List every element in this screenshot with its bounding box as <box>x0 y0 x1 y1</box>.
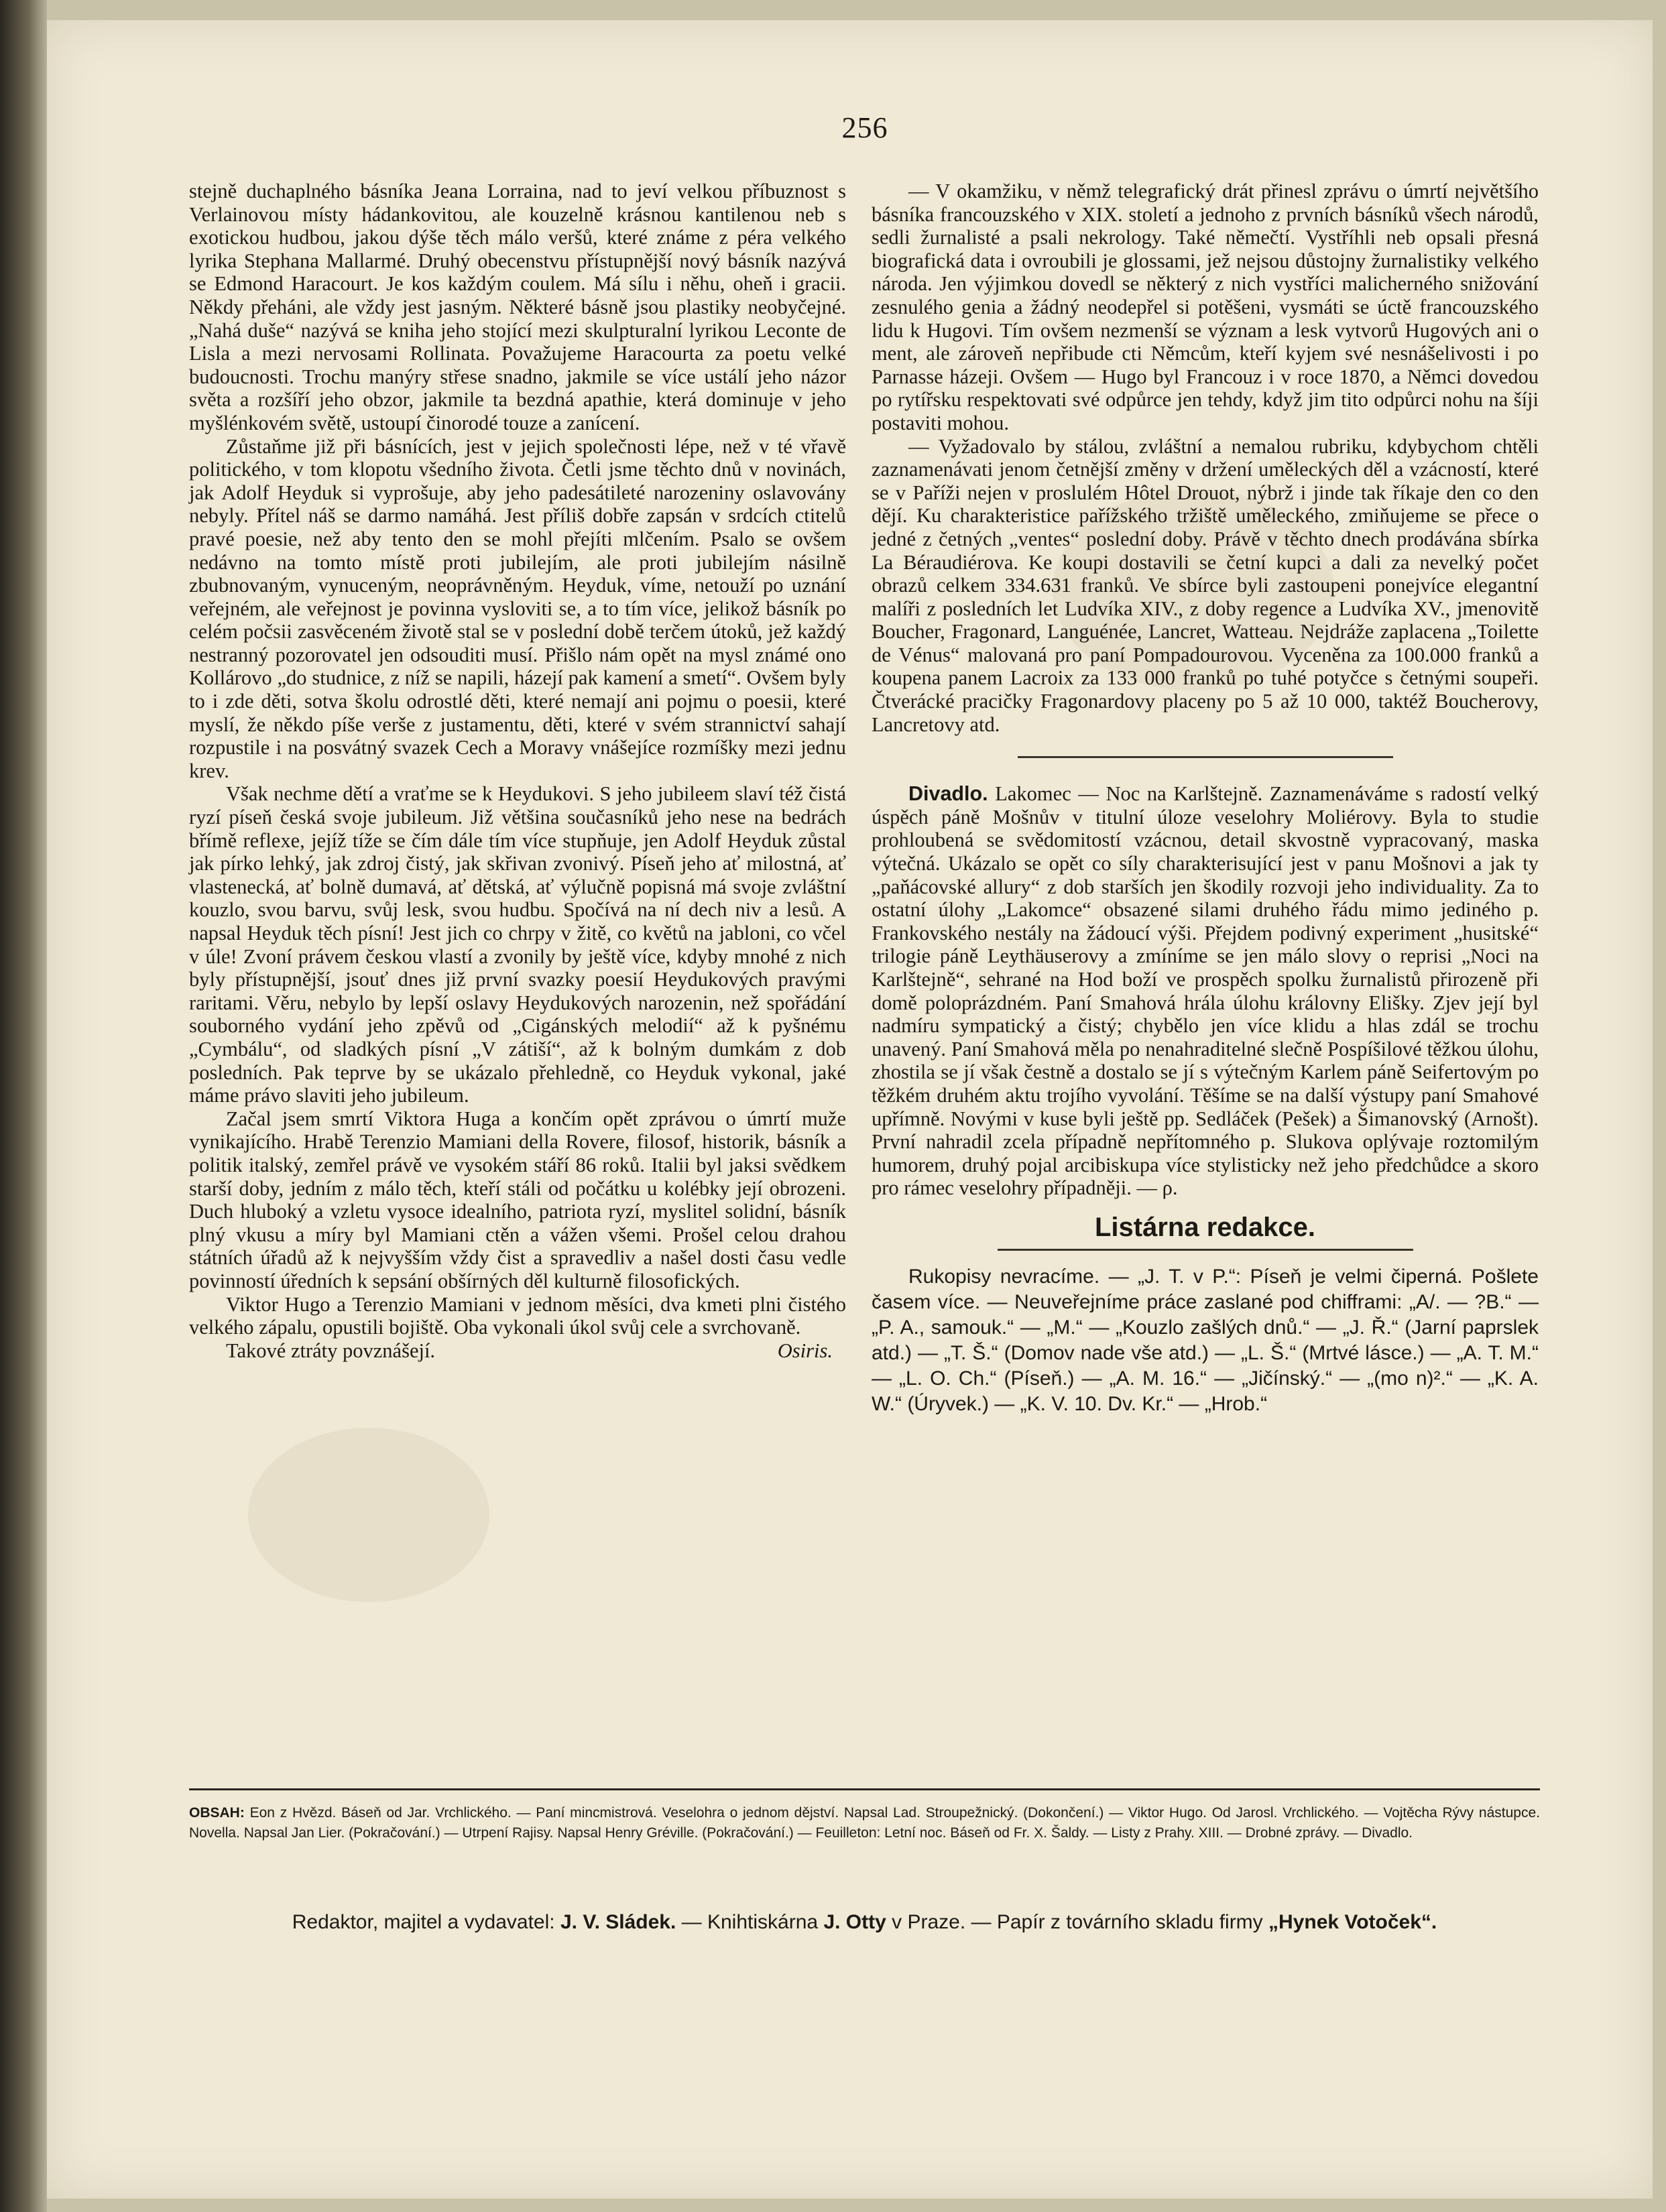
listarna-title: Listárna redakce. <box>1094 1212 1316 1242</box>
contents-text: Eon z Hvězd. Báseň od Jar. Vrchlického. — Paní mincmistrová. Veselohra o jednom dějství. Napsal Lad. Stroupežnický. (Dokončení.) — Viktor Hugo. Od Jarosl. Vrchlického. — Vojtěcha Rývy nástupce. Novella. Napsal Jan Lier. (Pokračování.) — Utrpení Rajisy. Napsal Henry Gréville. (Pokračování.) — Feuilleton: Letní noc. Báseň od Fr. X. Šaldy. — Listy z Prahy. XIII. — Drobné zprávy. — Divadlo. <box>189 1805 1540 1841</box>
theater-label: Divadlo. <box>908 782 988 806</box>
contents-divider <box>189 1788 1540 1790</box>
listarna-text: Rukopisy nevracíme. — „J. T. v P.“: Píseň je velmi čiperná. Pošlete časem více. — Neuveřejníme práce zaslané pod chifframi: „A/. — ?B.“ — „P. A., samouk.“ — „M.“ — „Kouzlo zašlých dnů.“ — „J. Ř.“ (Jarní paprslek atd.) — „T. Š.“ (Domov nade vše atd.) — „L. Š.“ (Mrtvé lásce.) — „A. T. M.“ — „L. O. Ch.“ (Píseň.) — „A. M. 16.“ — „Jičínský.“ — „(mo n)².“ — „K. A. W.“ (Úryvek.) — „K. V. 10. Dv. Kr.“ — „Hrob.“ <box>872 1265 1539 1415</box>
table-of-contents <box>189 1803 1540 1843</box>
theater-text: Lakomec — Noc na Karlštejně. Zaznamenáváme s radostí velký úspěch páně Mošnův v titulní úloze veselohry Moliérovy. Byla to studie prohloubená se svědomitostí vzácnou, detail skvostně vypracovaný, maska výtečná. Ukázalo se opět co síly charakterisující jest v panu Mošnovi a jak ty „paňácovské allury“ z dob starších jen škodily rozvoji jeho individuality. Za to ostatní úlohy „Lakomce“ obsazené silami druhého řádu mimo jediného p. Frankovského nestály na žádoucí výši. Přejdem podivný experiment „husitské“ trilogie páně Leythäuserovy a zmíníme se jen málo slovy o reprisi „Noci na Karlštejně“, sehrané na Hod boží ve prospěch spolku žurnalistů přirozeně při domě poloprázdném. Paní Smahová hrála úlohu královny Elišky. Zjev její byl nadmíru sympatický a čistý; chybělo jen více klidu a hlas zdál se trochu unavený. Paní Smahová měla po nenahraditelné slečně Pospíšilové těžkou úlohu, zhostila se jí však čestně a dostalo se jí s výtečným Karlem páně Seifertovým po těžkém druhém aktu trojího vyvolání. Těšíme se na další výstupy paní Smahové upřímně. Novými v kuse byli ještě pp. Sedláček (Pešek) a Šimanovský (Arnošt). První nahradil zcela případně nepřítomného p. Slukova oplývaje roztomilým humorem, druhý pojal arcibiskupa více stylisticky než jeho předchůdce a skoro pro rámec veselohry případněji. <box>872 782 1539 1200</box>
footer-printer-label: — Knihtiskárna <box>681 1911 819 1933</box>
author-signature: Osiris. <box>777 1339 833 1362</box>
news-paragraph: — Vyžadovalo by stálou, zvláštní a nemalou rubriku, kdybychom chtěli zaznamenávati jenom četnější změny v držení uměleckých děl a vzácností, které se v Paříži nejen v proslulém Hôtel Drouot, nýbrž i jinde tak říkaje den co den dějí. Ku charakteristice pařížského tržiště uměleckého, zmiňujeme se přece o jedné z četných „ventes“ poslední doby. Právě v těchto dnech prodávána sbírka La Béraudiérova. Ke koupi dostavili se četní kupci a dali za nevelký počet obrazů celkem 334.631 franků. Ve sbírce byli zastoupeni ponejvíce elegantní malíři z posledních let Ludvíka XIV., z doby regence a Ludvíka XV., jmenovitě Boucher, Fragonard, Languénée, Lancret, Watteau. Nejdráže zaplacena „Toilette de Vénus“ malovaná pro paní Pompadourovou. Vyceněna za 100.000 franků a koupena panem Lacroix za 133 000 franků po tuhé potyčce s četnými soupeři. Čtverácké pracičky Fragonardovy placeny po 5 až 10 000, taktéž Boucherovy, Lancretovy atd. <box>872 434 1539 736</box>
right-column <box>872 180 1539 1417</box>
article-paragraph: Viktor Hugo a Terenzio Mamiani v jednom měsíci, dva kmeti plni čistého velkého zápalu, opustili bojiště. Oba vykonali úkol svůj cele a svrchovaně. <box>189 1292 846 1339</box>
binding-edge <box>0 0 47 2212</box>
section-divider <box>1018 756 1393 758</box>
footer-paper-label: v Praze. — Papír z továrního skladu firmy <box>892 1911 1263 1933</box>
left-column <box>189 180 846 1362</box>
article-paragraph: stejně duchaplného básníka Jeana Lorraina, nad to jeví velkou příbuznost s Verlainovou místy hádankovitou, ale kouzelně krásnou kantilenou neb s exotickou hudbou, jakou dýše těch málo veršů, které známe z péra velkého lyrika Stephana Mallarmé. Druhý obecenstvu přístupnější nový básník nazývá se Edmond Haracourt. Je kos každým coulem. Má sílu i něhu, oheň i gracii. Někdy přeháni, ale vždy jest jasným. Některé básně jsou plastiky neobyčejné. „Nahá duše“ nazývá se kniha jeho stojící mezi skulpturalní lyrikou Leconte de Lisla a mezi nervosami Rollinata. Považujeme Haracourta za poetu velké budoucnosti. Trochu manýry střese snadno, jakmile se více ustálí jeho názor světa a rozšíří jeho obzor, jakmile ta bezdná apathie, která dominuje v jeho myšlénkovém světě, ustoupí činorodé touze a zanícení. <box>189 180 846 434</box>
footer-firm: „Hynek Votoček“. <box>1268 1911 1437 1933</box>
article-paragraph: Však nechme dětí a vraťme se k Heydukovi. S jeho jubileem slaví též čistá ryzí píseň česká svoje jubileum. Již většina současníků jeho nese na bedrách břímě reflexe, jejíž tíže se čím dále tím více stupňuje, jen Adolf Heyduk zůstal jak pírko lehký, jak zdroj čistý, jak skřivan zvonivý. Píseň jeho ať milostná, ať vlastenecká, ať bolně dumavá, ať dětská, ať výlučně popisná má svoje zvláštní kouzlo, svou barvu, svůj lesk, svou hudbu. Spočívá na ní dech niv a lesů. A napsal Heyduk těch písní! Jest jich co chrpy v žitě, co květů na jabloni, co včel v úle! Zvoní právem českou vlastí a zvonily by ještě více, kdyby mnohé z nich byly přístupnější, jsouť dnes již první svazky poesií Heydukových pravými raritami. Věru, nebylo by lepší oslavy Heydukových narozenin, než spořádání souborného vydání jeho zpěvů od „Cigánských melodií“ až k pyšnému „Cymbálu“, od sladkých písní „V zátiší“, až k bolným dumkám z dob posledních. Pak teprve by se ukázalo přehledně, co Heyduk vykonal, jaké máme právo slaviti jeho jubileum. <box>189 782 846 1107</box>
theater-signature: — ρ. <box>1136 1176 1178 1200</box>
contents-label: OBSAH: <box>189 1805 245 1821</box>
listarna-divider <box>998 1249 1413 1251</box>
theater-review <box>872 782 1539 1200</box>
page-number: 256 <box>841 111 888 144</box>
article-paragraph: Začal jsem smrtí Viktora Huga a končím opět zprávou o úmrtí muže vynikajícího. Hrabě Terenzio Mamiani della Rovere, filosof, historik, básník a politik italský, zemřel právě ve vysokém stáří 86 roků. Italii byl jaksi svědkem starší doby, jedním z málo těch, kteří stáli od počátku u kolébky její obrozeni. Duch hluboký a vzletu vysoce idealního, patriota ryzí, myslitel solidní, básník plný vkusu a míry byl Mamiani ctěn a vážen všemi. Prošel celou drahou státních úřadů až k nejvyšším vždy čist a spravedliv a našel dosti času vedle povinností úředních k sepsání obšírných děl kulturně filosofických. <box>189 1107 846 1292</box>
listarna-section <box>872 1264 1539 1417</box>
article-paragraph: Zůstaňme již při básnících, jest v jejich společnosti lépe, než v té vřavě politického, v tom klopotu všedního života. Četli jsme těchto dnů v novinách, jak Adolf Heyduk si vyprošuje, aby jeho padesátileté narozeniny oslavovány nebyly. Přítel náš se darmo namáhá. Jest příliš dobře zapsán v srdcích ctitelů pravé poesie, než aby tento den se mohl přejíti mlčením. Psalo se ovšem nedávno na tomto místě proti jubilejím, ale proti jubilejím násilně zbubnovaným, vynuceným, neoprávněným. Heyduk, víme, netouží po uznání veřejném, ale veřejnost je povinna vysloviti se, a to tím více, jelikož básník po celém počsii zasvěceném životě stal se v poslední době terčem útoků, jež každý nestranný pozorovatel jen odsouditi musí. Přišlo nám opět na mysl známé ono Kollárovo „do studnice, z níž se napili, házejí pak kamení a smetí“. Ovšem byly to i zde děti, sotva školu odrostlé děti, které nemají ani pojmu o poesii, které myslí, že někdo píše verše z justamentu, děti, které v svém strannictví sahají rozpustile i na posvátný svazek Cech a Moravy vnášejíce rozmíšky mezi jednu krev. <box>189 434 846 782</box>
paper-stain <box>248 1428 489 1602</box>
footer-printer: J. Otty <box>823 1911 886 1933</box>
footer-editor: J. V. Sládek. <box>560 1911 676 1933</box>
article-closing <box>189 1339 846 1363</box>
footer-editor-label: Redaktor, majitel a vydavatel: <box>292 1911 555 1933</box>
closing-sentence: Takové ztráty povznášejí. <box>226 1339 436 1362</box>
news-paragraph: — V okamžiku, v němž telegrafický drát přinesl zprávu o úmrtí největšího básníka francouzského v XIX. století a jednoho z prvních básníků všech národů, sedli žurnalisté a psali nekrology. Také němečtí. Vystříhli neb opsali přesná biografická data i ovroubili je glossami, jež nejsou důstojny žurnalistiky velkého národa. Jen výjimkou dovedl se některý z nich vystříci malicherného snižování zesnulého genia a žádný neodepřel si potěšeni, vysmáti se úctě francouzského lidu k Hugovi. Tím ovšem nezmenší se význam a lesk vytvorů Hugových ani o ment, ale zároveň nepřibude cti Němcům, kteří kyjem své nesnášelivosti i po Parnasse házeji. Ovšem — Hugo byl Francouz i v roce 1870, a Němci dovedou po rytířsku respektovati své odpůrce jen tehdy, když jim tito odpůrci nohu na šíji postaviti mohou. <box>872 180 1539 434</box>
imprint-footer <box>189 1910 1540 1934</box>
